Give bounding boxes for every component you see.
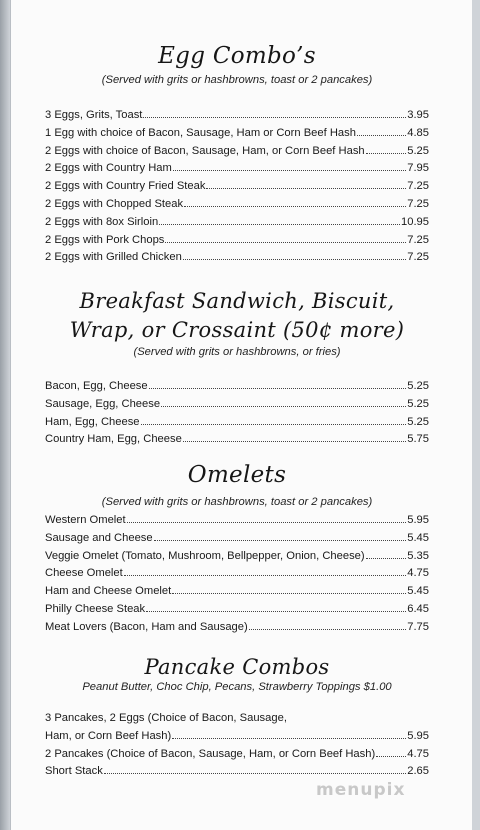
menu-item-name: Country Ham, Egg, Cheese bbox=[45, 433, 182, 446]
omelets-section bbox=[45, 462, 429, 637]
menu-item-name: Short Stack bbox=[45, 765, 103, 778]
pancake-toppings-note: Peanut Butter, Choc Chip, Pecans, Strawberry Toppings $1.00 bbox=[82, 681, 392, 693]
pancake-combos-title: Pancake Combos bbox=[144, 655, 330, 679]
menu-item-name: 2 Eggs with Pork Chops bbox=[45, 233, 165, 246]
menu-item-price: 4.85 bbox=[407, 126, 429, 139]
menu-item-price: 4.75 bbox=[407, 567, 429, 580]
menu-item-name: 2 Eggs with Country Ham bbox=[45, 162, 172, 175]
menu-item bbox=[45, 378, 429, 396]
leader-dots bbox=[141, 424, 407, 425]
menu-item-name: Sausage, Egg, Cheese bbox=[45, 397, 161, 410]
menu-item-name: Veggie Omelet (Tomato, Mushroom, Bellpepper, Onion, Cheese) bbox=[45, 549, 365, 562]
pancake-combos-list bbox=[45, 710, 429, 781]
leader-dots bbox=[165, 242, 406, 243]
leader-dots bbox=[376, 756, 406, 757]
menu-item-price: 2.65 bbox=[407, 765, 429, 778]
leader-dots bbox=[366, 558, 407, 559]
menu-item bbox=[45, 746, 429, 764]
menu-item-price: 4.75 bbox=[407, 747, 429, 760]
menu-item-name: 2 Eggs with choice of Bacon, Sausage, Ham, or Corn Beef Hash bbox=[45, 144, 365, 157]
menu-item bbox=[45, 160, 429, 178]
menu-item-price: 5.25 bbox=[407, 397, 429, 410]
leader-dots bbox=[173, 170, 406, 171]
menu-item-name: Sausage and Cheese bbox=[45, 531, 153, 544]
menu-item bbox=[45, 196, 429, 214]
menu-item-price: 7.25 bbox=[407, 233, 429, 246]
menu-item-name: 2 Pancakes (Choice of Bacon, Sausage, Ham, or Corn Beef Hash) bbox=[45, 747, 376, 760]
egg-combos-title: Egg Combo’s bbox=[158, 43, 316, 69]
menu-item-price: 6.45 bbox=[407, 602, 429, 615]
menu-item-name: Philly Cheese Steak bbox=[45, 602, 146, 615]
leader-dots bbox=[172, 738, 406, 739]
menu-item bbox=[45, 565, 429, 583]
menu-item-price: 5.45 bbox=[407, 585, 429, 598]
leader-dots bbox=[104, 773, 406, 774]
menu-item bbox=[45, 125, 429, 143]
leader-dots bbox=[146, 611, 406, 612]
menu-item-price: 7.25 bbox=[407, 180, 429, 193]
menu-item-name: 3 Eggs, Grits, Toast bbox=[45, 109, 143, 121]
menu-item-price: 7.25 bbox=[407, 197, 429, 210]
menu-item-name: Meat Lovers (Bacon, Ham and Sausage) bbox=[45, 620, 248, 633]
menu-item bbox=[45, 583, 429, 601]
leader-dots bbox=[184, 206, 406, 207]
menu-item-name: 2 Eggs with Chopped Steak bbox=[45, 197, 184, 210]
menu-item bbox=[45, 178, 429, 196]
leader-dots bbox=[357, 135, 406, 136]
menupix-watermark: menupix bbox=[316, 780, 406, 800]
menu-item-price: 7.25 bbox=[407, 251, 429, 264]
menu-item bbox=[45, 763, 429, 781]
omelets-subtitle: (Served with grits or hashbrowns, toast or 2 pancakes) bbox=[101, 496, 373, 508]
breakfast-sandwich-subtitle: (Served with grits or hashbrowns, or fries) bbox=[133, 346, 341, 358]
menu-item-name: Ham, Egg, Cheese bbox=[45, 415, 140, 428]
menu-item bbox=[45, 710, 429, 746]
menu-item bbox=[45, 601, 429, 619]
menu-item-name: Cheese Omelet bbox=[45, 567, 123, 580]
menu-item bbox=[45, 530, 429, 548]
leader-dots bbox=[366, 153, 407, 154]
leader-dots bbox=[124, 575, 406, 576]
menu-item-price: 5.25 bbox=[407, 144, 429, 157]
menu-page bbox=[10, 0, 472, 830]
leader-dots bbox=[172, 593, 406, 594]
menu-item bbox=[45, 619, 429, 637]
leader-dots bbox=[161, 406, 406, 407]
menu-item-name: Ham and Cheese Omelet bbox=[45, 585, 172, 598]
breakfast-sandwich-list bbox=[45, 378, 429, 449]
menu-item-name: Bacon, Egg, Cheese bbox=[45, 380, 148, 392]
menu-item-name: 2 Eggs with Grilled Chicken bbox=[45, 251, 182, 264]
leader-dots bbox=[249, 629, 406, 630]
leader-dots bbox=[143, 117, 406, 118]
menu-item bbox=[45, 107, 429, 125]
leader-dots bbox=[183, 259, 406, 260]
menu-item-price: 7.95 bbox=[407, 162, 429, 175]
menu-item bbox=[45, 414, 429, 432]
menu-item bbox=[45, 431, 429, 449]
pancake-combos-section bbox=[45, 654, 429, 781]
menu-item bbox=[45, 512, 429, 530]
menu-item-name: 2 Eggs with 8ox Sirloin bbox=[45, 215, 159, 228]
omelets-list bbox=[45, 512, 429, 637]
leader-dots bbox=[183, 441, 406, 442]
menu-item-price: 10.95 bbox=[401, 215, 429, 228]
breakfast-sandwich-title-line1: Breakfast Sandwich, Biscuit, bbox=[79, 289, 395, 313]
page-shadow-edge bbox=[0, 0, 10, 830]
menu-item-name: Western Omelet bbox=[45, 514, 126, 526]
leader-dots bbox=[154, 540, 407, 541]
leader-dots bbox=[159, 224, 400, 225]
menu-item bbox=[45, 548, 429, 566]
leader-dots bbox=[127, 522, 407, 523]
menu-item-price: 5.75 bbox=[407, 433, 429, 446]
menu-item bbox=[45, 232, 429, 250]
egg-combos-subtitle: (Served with grits or hashbrowns, toast or 2 pancakes) bbox=[101, 74, 373, 86]
menu-item-price: 5.25 bbox=[407, 415, 429, 428]
menu-item-name-line2: Ham, or Corn Beef Hash) bbox=[45, 729, 172, 742]
breakfast-sandwich-title-line2: Wrap, or Crossaint (50¢ more) bbox=[69, 318, 405, 342]
menu-item bbox=[45, 249, 429, 267]
menu-item-price: 3.95 bbox=[407, 109, 429, 121]
omelets-title: Omelets bbox=[187, 462, 287, 488]
menu-item-price: 5.95 bbox=[407, 729, 429, 742]
menu-item bbox=[45, 143, 429, 161]
menu-item-price: 5.25 bbox=[407, 380, 429, 392]
menu-item-name: 2 Eggs with Country Fried Steak bbox=[45, 180, 206, 193]
breakfast-sandwich-section bbox=[45, 287, 429, 449]
menu-item-name: 1 Egg with choice of Bacon, Sausage, Ham or Corn Beef Hash bbox=[45, 126, 356, 139]
leader-dots bbox=[206, 188, 406, 189]
leader-dots bbox=[149, 388, 407, 389]
egg-combos-list bbox=[45, 107, 429, 267]
menu-item-price: 5.45 bbox=[407, 531, 429, 544]
menu-item-price: 5.35 bbox=[407, 549, 429, 562]
egg-combos-section bbox=[45, 43, 429, 267]
menu-item-price: 7.75 bbox=[407, 620, 429, 633]
menu-item-name-line1: 3 Pancakes, 2 Eggs (Choice of Bacon, Sausage, bbox=[45, 712, 287, 724]
menu-item bbox=[45, 396, 429, 414]
menu-item bbox=[45, 214, 429, 232]
menu-item-price: 5.95 bbox=[407, 514, 429, 526]
